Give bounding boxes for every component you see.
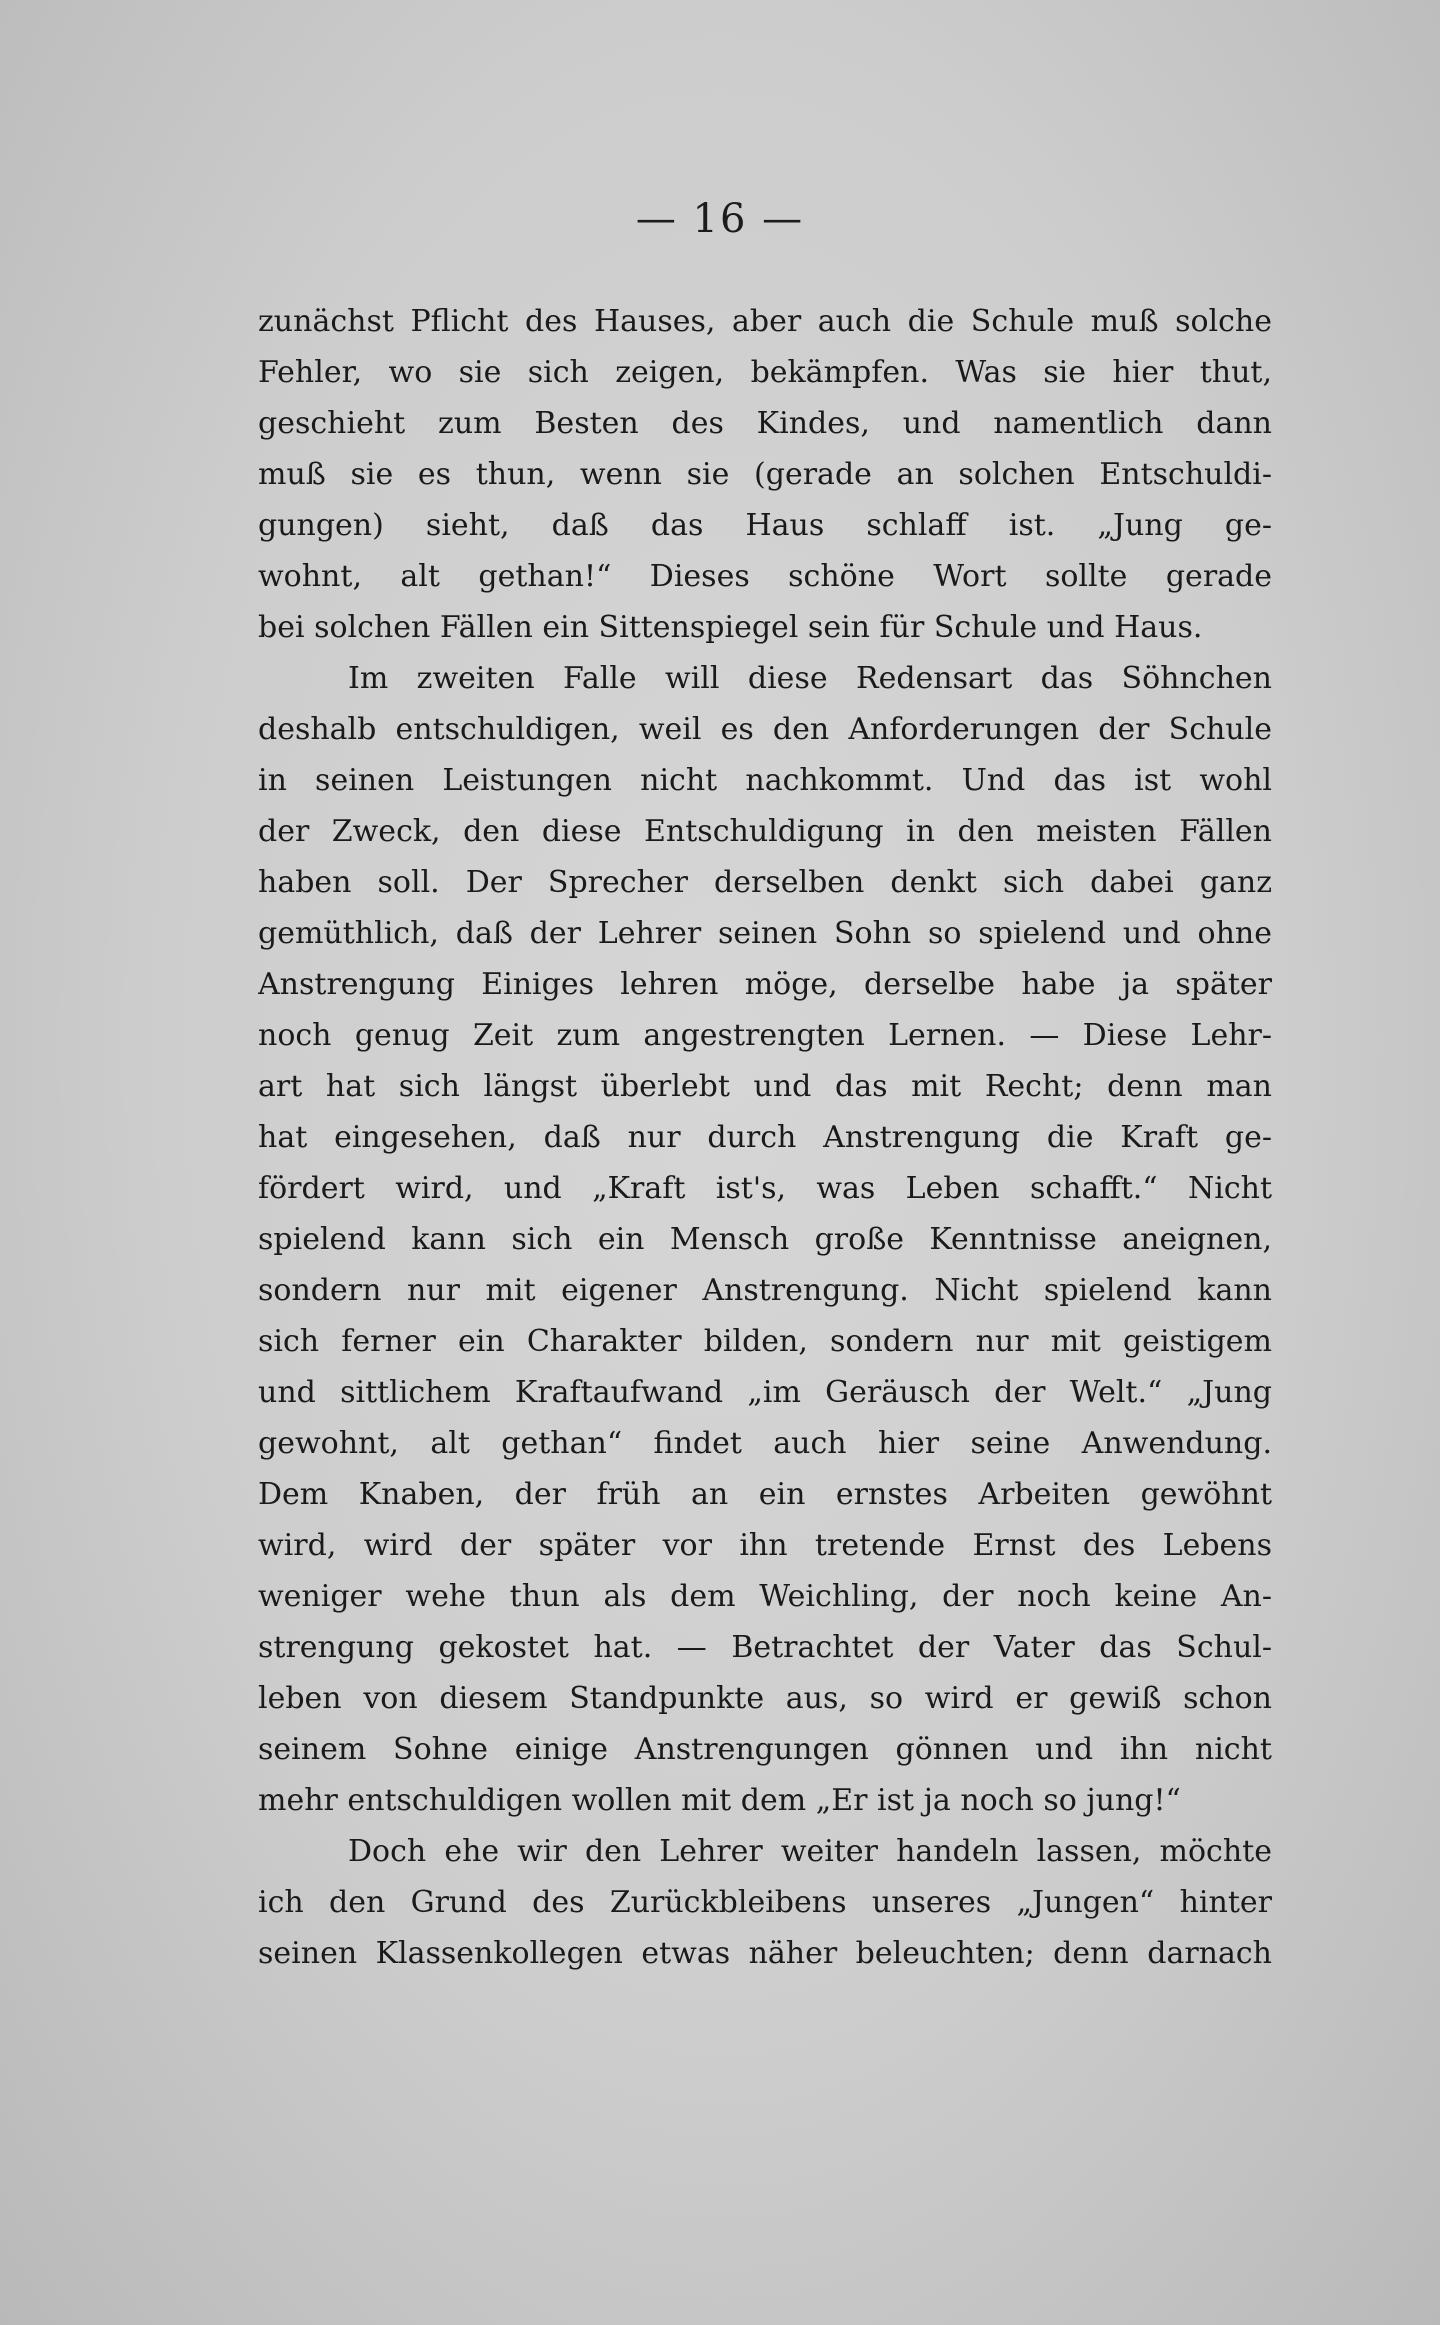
text-line: wohnt, alt gethan!“ Dieses schöne Wort sollte gerade	[258, 559, 1272, 594]
text-line: noch genug Zeit zum angestrengten Lernen. — Diese Lehr-	[258, 1018, 1272, 1053]
page-number: — 16 —	[635, 196, 805, 242]
text-line: haben soll. Der Sprecher derselben denkt sich dabei ganz	[258, 865, 1272, 900]
text-line: Anstrengung Einiges lehren möge, derselbe habe ja später	[258, 967, 1272, 1002]
text-line: gemüthlich, daß der Lehrer seinen Sohn so spielend und ohne	[258, 916, 1272, 951]
text-line: seinen Klassenkollegen etwas näher beleuchten; denn darnach	[258, 1936, 1272, 1971]
text-line: gungen) sieht, daß das Haus schlaff ist. „Jung ge-	[258, 508, 1272, 543]
text-line: fördert wird, und „Kraft ist's, was Leben schafft.“ Nicht	[258, 1171, 1272, 1206]
text-line: Dem Knaben, der früh an ein ernstes Arbeiten gewöhnt	[258, 1477, 1272, 1512]
text-line: sondern nur mit eigener Anstrengung. Nicht spielend kann	[258, 1273, 1272, 1308]
paragraph-start-line: Doch ehe wir den Lehrer weiter handeln lassen, möchte	[348, 1834, 1272, 1869]
text-line: sich ferner ein Charakter bilden, sondern nur mit geistigem	[258, 1324, 1272, 1359]
body-text	[258, 296, 1272, 1979]
text-line: geschieht zum Besten des Kindes, und namentlich dann	[258, 406, 1272, 441]
text-line: deshalb entschuldigen, weil es den Anforderungen der Schule	[258, 712, 1272, 747]
text-line: der Zweck, den diese Entschuldigung in den meisten Fällen	[258, 814, 1272, 849]
text-line: hat eingesehen, daß nur durch Anstrengung die Kraft ge-	[258, 1120, 1272, 1155]
text-line: zunächst Pflicht des Hauses, aber auch die Schule muß solche	[258, 304, 1272, 339]
text-line: leben von diesem Standpunkte aus, so wird er gewiß schon	[258, 1681, 1272, 1716]
text-line: bei solchen Fällen ein Sittenspiegel sein für Schule und Haus.	[258, 610, 1203, 645]
text-line: seinem Sohne einige Anstrengungen gönnen und ihn nicht	[258, 1732, 1272, 1767]
text-line: art hat sich längst überlebt und das mit Recht; denn man	[258, 1069, 1272, 1104]
text-line: ich den Grund des Zurückbleibens unseres „Jungen“ hinter	[258, 1885, 1272, 1920]
text-line: weniger wehe thun als dem Weichling, der noch keine An-	[258, 1579, 1272, 1614]
text-line: und sittlichem Kraftaufwand „im Geräusch der Welt.“ „Jung	[258, 1375, 1272, 1410]
text-line: mehr entschuldigen wollen mit dem „Er ist ja noch so jung!“	[258, 1783, 1181, 1818]
text-line: Fehler, wo sie sich zeigen, bekämpfen. Was sie hier thut,	[258, 355, 1272, 390]
text-line: in seinen Leistungen nicht nachkommt. Und das ist wohl	[258, 763, 1272, 798]
text-line: wird, wird der später vor ihn tretende Ernst des Lebens	[258, 1528, 1272, 1563]
paragraph-start-line: Im zweiten Falle will diese Redensart das Söhnchen	[348, 661, 1272, 696]
text-line: muß sie es thun, wenn sie (gerade an solchen Entschuldi-	[258, 457, 1272, 492]
text-line: gewohnt, alt gethan“ findet auch hier seine Anwendung.	[258, 1426, 1272, 1461]
text-line: strengung gekostet hat. — Betrachtet der Vater das Schul-	[258, 1630, 1272, 1665]
text-line: spielend kann sich ein Mensch große Kenntnisse aneignen,	[258, 1222, 1272, 1257]
